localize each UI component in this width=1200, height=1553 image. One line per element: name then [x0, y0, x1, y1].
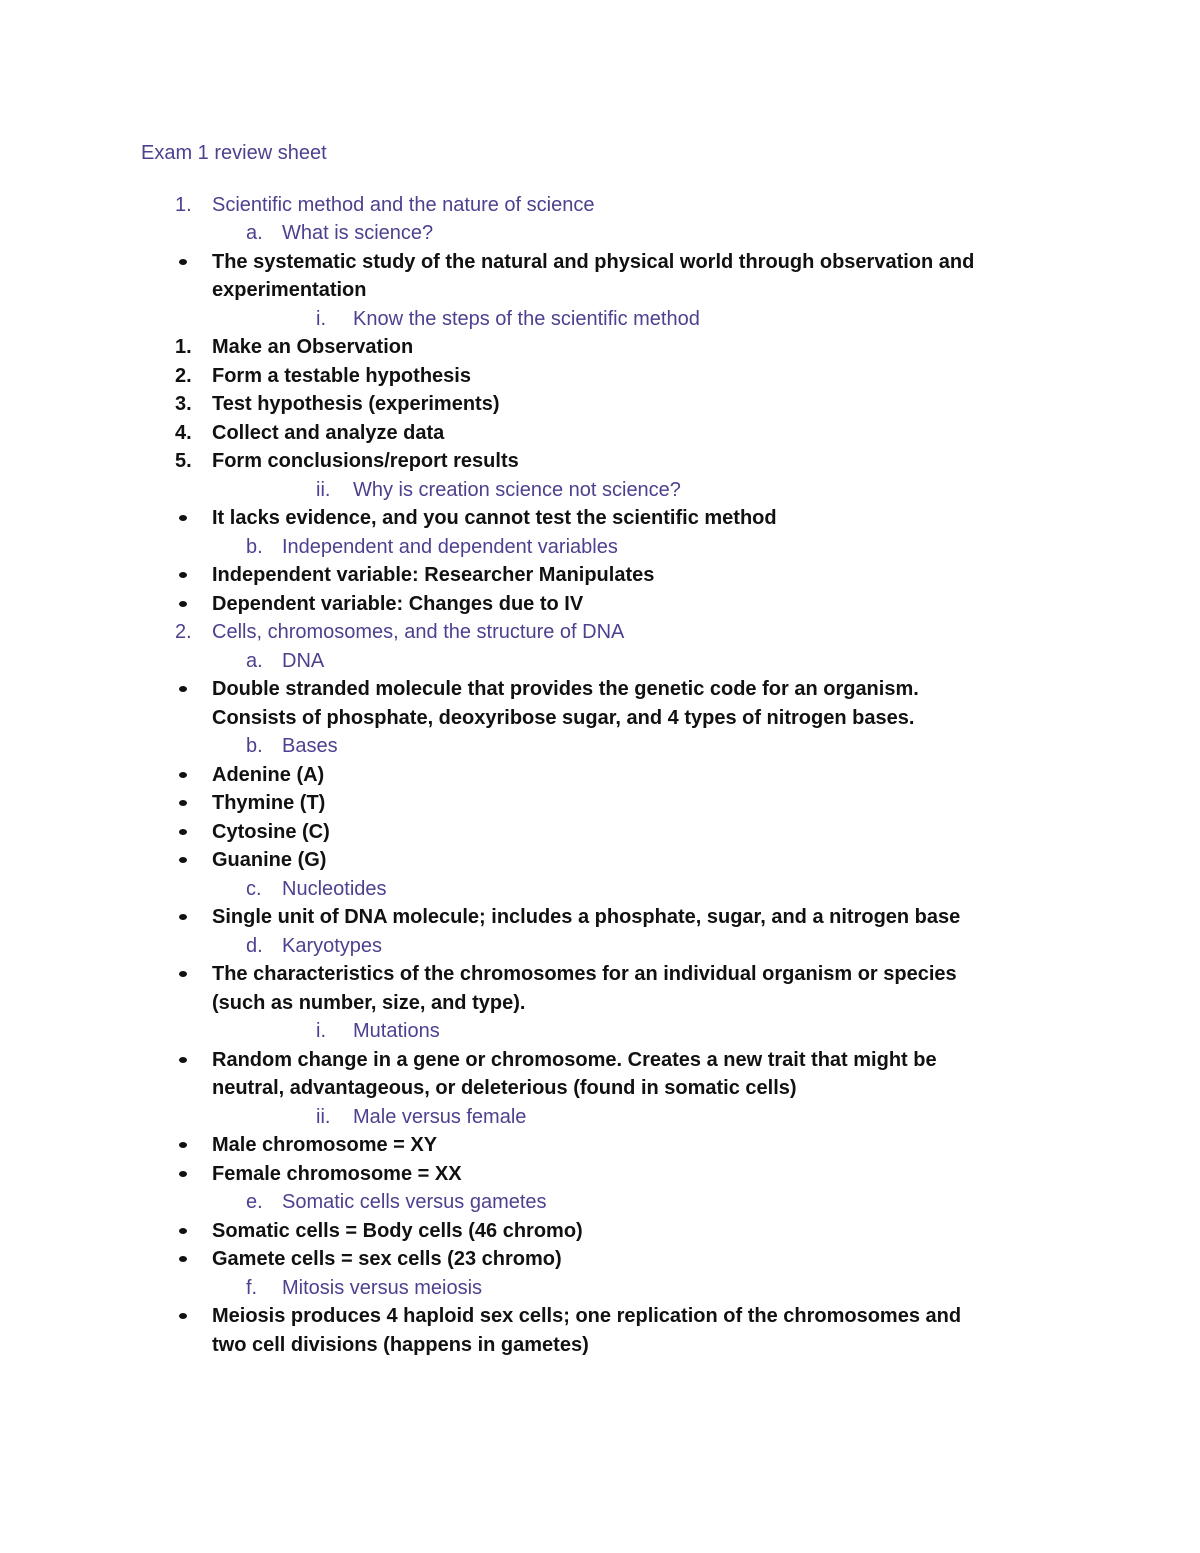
list-marker: 4. [175, 421, 192, 444]
bullet-answer-item [0, 1217, 1200, 1246]
bullet-answer-item [0, 1131, 1200, 1160]
bullet-dot-icon [179, 1142, 187, 1148]
line-text: experimentation [212, 279, 367, 301]
line-text: Form a testable hypothesis [212, 364, 471, 387]
bullet-dot-icon [179, 1256, 187, 1262]
list-marker: 1. [175, 336, 192, 358]
line-text: The characteristics of the chromosomes for an individual organism or species [212, 963, 957, 985]
line-text: neutral, advantageous, or deleterious (found in somatic cells) [212, 1077, 797, 1099]
answer-continuation-line [0, 276, 1200, 305]
line-text: Male chromosome = XY [212, 1134, 438, 1156]
list-marker: e. [246, 1191, 263, 1213]
outline-heading-level-1 [0, 533, 1200, 562]
line-text: Random change in a gene or chromosome. Creates a new trait that might be [212, 1048, 937, 1071]
list-marker: 1. [175, 193, 192, 216]
bullet-dot-icon [179, 1228, 187, 1234]
bullet-dot-icon [179, 686, 187, 692]
list-marker: a. [246, 649, 263, 672]
list-marker: 2. [175, 621, 192, 643]
outline-heading-level-1 [0, 647, 1200, 676]
line-text: two cell divisions (happens in gametes) [212, 1333, 589, 1356]
bullet-answer-item [0, 903, 1200, 932]
bullet-dot-icon [179, 914, 187, 920]
outline-heading-level-1 [0, 219, 1200, 248]
bullet-dot-icon [179, 829, 187, 835]
line-text: Cells, chromosomes, and the structure of DNA [212, 621, 625, 643]
line-text: Meiosis produces 4 haploid sex cells; one replication of the chromosomes and [212, 1305, 962, 1327]
bullet-answer-item [0, 248, 1200, 277]
numbered-step-item [0, 362, 1200, 391]
outline-heading-level-0 [0, 191, 1200, 220]
line-text: Somatic cells versus gametes [282, 1191, 547, 1213]
line-text: Single unit of DNA molecule; includes a phosphate, sugar, and a nitrogen base [212, 906, 961, 928]
bullet-dot-icon [179, 971, 187, 977]
line-text: Male versus female [353, 1105, 527, 1128]
line-text: Thymine (T) [212, 792, 326, 814]
bullet-answer-item [0, 1160, 1200, 1189]
bullet-dot-icon [179, 1057, 187, 1063]
review-sheet-document [0, 139, 1200, 1359]
numbered-step-item [0, 447, 1200, 476]
bullet-dot-icon [179, 515, 187, 521]
line-text: It lacks evidence, and you cannot test the scientific method [212, 507, 777, 529]
bullet-answer-item [0, 846, 1200, 875]
title-spacer [0, 168, 1200, 191]
line-text: Cytosine (C) [212, 820, 330, 843]
bullet-answer-item [0, 1046, 1200, 1075]
list-marker: i. [316, 307, 326, 330]
list-marker: 2. [175, 364, 192, 387]
bullet-dot-icon [179, 259, 187, 265]
numbered-step-item [0, 390, 1200, 419]
list-marker: 3. [175, 393, 192, 415]
bullet-dot-icon [179, 772, 187, 778]
list-marker: i. [316, 1020, 326, 1042]
line-text: Adenine (A) [212, 763, 325, 786]
line-text: Independent and dependent variables [282, 535, 618, 558]
bullet-dot-icon [179, 572, 187, 578]
line-text: Mitosis versus meiosis [282, 1276, 483, 1299]
numbered-step-item [0, 333, 1200, 362]
line-text: What is science? [282, 222, 434, 244]
line-text: (such as number, size, and type). [212, 991, 526, 1014]
outline-heading-level-1 [0, 1188, 1200, 1217]
outline-heading-level-2 [0, 1103, 1200, 1132]
line-text: Scientific method and the nature of science [212, 193, 595, 216]
bullet-dot-icon [179, 601, 187, 607]
outline-heading-level-1 [0, 1274, 1200, 1303]
line-text: Test hypothesis (experiments) [212, 393, 500, 415]
bullet-answer-item [0, 960, 1200, 989]
outline-heading-level-2 [0, 305, 1200, 334]
outline-heading-level-1 [0, 932, 1200, 961]
line-text: The systematic study of the natural and physical world through observation and [212, 250, 975, 273]
list-marker: a. [246, 222, 263, 244]
list-marker: ii. [316, 478, 331, 501]
line-text: Know the steps of the scientific method [353, 307, 700, 330]
answer-continuation-line [0, 704, 1200, 733]
line-text: Dependent variable: Changes due to IV [212, 592, 584, 615]
line-text: Make an Observation [212, 336, 414, 358]
bullet-answer-item [0, 1302, 1200, 1331]
outline-heading-level-1 [0, 875, 1200, 904]
outline-heading-level-0 [0, 618, 1200, 647]
line-text: DNA [282, 649, 325, 672]
bullet-answer-item [0, 561, 1200, 590]
line-text: Form conclusions/report results [212, 450, 519, 472]
bullet-answer-item [0, 818, 1200, 847]
list-marker: f. [246, 1276, 258, 1299]
list-marker: b. [246, 535, 263, 558]
line-text: Why is creation science not science? [353, 478, 681, 501]
line-text: Female chromosome = XX [212, 1162, 462, 1185]
outline-heading-level-1 [0, 732, 1200, 761]
list-marker: 5. [175, 450, 192, 472]
bullet-answer-item [0, 761, 1200, 790]
bullet-dot-icon [179, 1313, 187, 1319]
bullet-answer-item [0, 504, 1200, 533]
line-text: Bases [282, 735, 338, 757]
list-marker: d. [246, 934, 263, 957]
line-text: Collect and analyze data [212, 421, 445, 444]
line-text: Consists of phosphate, deoxyribose sugar, and 4 types of nitrogen bases. [212, 706, 915, 729]
line-text: Somatic cells = Body cells (46 chromo) [212, 1219, 583, 1242]
line-text: Independent variable: Researcher Manipulates [212, 564, 655, 586]
line-text: Gamete cells = sex cells (23 chromo) [212, 1248, 562, 1270]
document-title: Exam 1 review sheet [141, 142, 327, 164]
bullet-dot-icon [179, 800, 187, 806]
bullet-dot-icon [179, 1171, 187, 1177]
line-text: Guanine (G) [212, 849, 327, 871]
bullet-answer-item [0, 789, 1200, 818]
answer-continuation-line [0, 1331, 1200, 1360]
outline-list [0, 191, 1200, 1360]
answer-continuation-line [0, 1074, 1200, 1103]
bullet-answer-item [0, 1245, 1200, 1274]
outline-heading-level-2 [0, 476, 1200, 505]
answer-continuation-line [0, 989, 1200, 1018]
list-marker: b. [246, 735, 263, 757]
numbered-step-item [0, 419, 1200, 448]
list-marker: c. [246, 877, 262, 900]
outline-heading-level-2 [0, 1017, 1200, 1046]
line-text: Nucleotides [282, 877, 387, 900]
bullet-answer-item [0, 590, 1200, 619]
bullet-dot-icon [179, 857, 187, 863]
line-text: Double stranded molecule that provides the genetic code for an organism. [212, 678, 919, 700]
list-marker: ii. [316, 1105, 331, 1128]
line-text: Karyotypes [282, 934, 383, 957]
line-text: Mutations [353, 1020, 440, 1042]
bullet-answer-item [0, 675, 1200, 704]
